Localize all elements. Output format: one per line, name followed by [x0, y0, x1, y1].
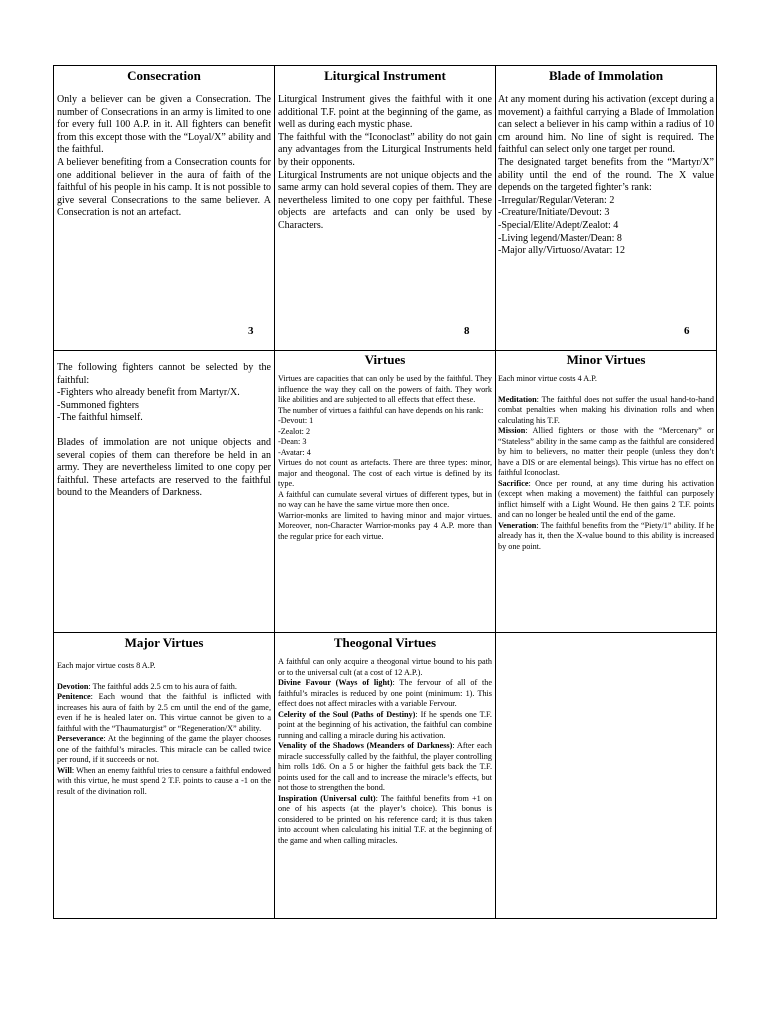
card-liturgical-instrument: [278, 68, 492, 348]
paragraph: Only a believer can be given a Consecration. The number of Consecrations in an army is limited to one for every full 100 A.P. in it. All fighters can benefit from this except those with the “Loyal/X” ability and the faithful.: [57, 94, 271, 156]
paragraph: Each major virtue costs 8 A.P.: [57, 661, 156, 670]
card-body: [57, 661, 271, 797]
card-grid: [53, 65, 717, 919]
paragraph: A believer benefiting from a Consecration counts for one additional believer in the aura of faith of the faithful of his people in his camp. It is not possible to give several Consecrations to the same believer. A Consecration is not an artefact.: [57, 156, 271, 219]
virtue-text: : The faithful does not suffer the usual hand-to-hand combat penalties when making his divination rolls and when calculating his T.F.: [498, 394, 714, 425]
card-title: Consecration: [127, 68, 201, 83]
virtue-entry: [498, 395, 714, 427]
rank-item: -Creature/Initiate/Devout: 3: [498, 207, 610, 219]
card-title: Minor Virtues: [566, 352, 646, 367]
virtue-entry: [498, 479, 714, 521]
card-title: Liturgical Instrument: [324, 68, 446, 83]
paragraph: Liturgical Instrument gives the faithful with it one additional T.F. point at the beginning of the game, as well as during each mystic phase.: [278, 94, 492, 131]
paragraph: Blades of immolation are not unique objects and several copies of them can therefore be held in an army. They are nevertheless limited to one copy per faithful. These artefacts are reserved to the faithful bound to the Meanders of Darkness.: [57, 436, 271, 499]
card-title: Major Virtues: [124, 635, 204, 650]
card-body: [278, 657, 492, 846]
paragraph: The faithful with the “Iconoclast” ability do not gain any advantages from the Liturgical Instruments held by their opponents.: [278, 131, 492, 168]
virtue-name: Penitence: [57, 692, 91, 701]
virtue-name: Perseverance: [57, 734, 104, 743]
card-number: 8: [464, 325, 470, 337]
paragraph: Virtues are capacities that can only be used by the faithful. They influence the way they call on the powers of faith. They work like abilities and are subjected to all effects that effect these.: [278, 374, 492, 404]
virtue-text: : After each miracle successfully called by the faithful, the player controlling him rolls 1d6. On a 5 or higher the faithful gets back the T.F. points used for the call and to increase the miracle’s effects, but not those to strengthen the bond.: [278, 741, 492, 792]
rank-item: -Major ally/Virtuoso/Avatar: 12: [498, 245, 625, 257]
card-title: Theogonal Virtues: [333, 635, 437, 650]
virtue-name: Mission: [498, 426, 526, 435]
card-number: 6: [684, 325, 690, 337]
paragraph: Liturgical Instruments are not unique objects and the same army can hold several copies of them. They are nevertheless limited to one copy per faithful. These objects are artefacts and can only be used by Characters.: [278, 169, 492, 231]
rank-item: -Irregular/Regular/Veteran: 2: [498, 194, 615, 206]
virtue-name: Devotion: [57, 681, 89, 691]
rank-item: -Devout: 1: [278, 416, 314, 425]
card-body: [278, 374, 492, 542]
card-number: 3: [248, 325, 254, 337]
card-consecration: [57, 68, 271, 348]
card-theogonal-virtues: [278, 635, 492, 917]
paragraph: A faithful can cumulate several virtues of different types, but in no way can he have the same virtue more then once.: [278, 489, 492, 509]
rank-item: -Avatar: 4: [278, 447, 311, 457]
card-title: Blade of Immolation: [548, 68, 664, 83]
row-divider: [54, 632, 716, 633]
list-item: -Fighters who already benefit from Martyr/X.: [57, 387, 240, 399]
rank-item: -Dean: 3: [278, 437, 307, 446]
virtue-text: : The faithful adds 2.5 cm to his aura of faith.: [88, 681, 237, 691]
card-body: [57, 362, 271, 500]
virtue-name: Sacrifice: [498, 478, 529, 488]
virtue-text: : If he spends one T.F. point at the beginning of his activation, the faithful can combine running and calling a miracle during his activation.: [278, 709, 492, 740]
paragraph: Each minor virtue costs 4 A.P.: [498, 374, 597, 383]
virtue-text: : The fervour of all of the faithful’s miracles is reduced by one point (minimum: 1). This effect does not affect miracles with a variable Fervour.: [278, 678, 492, 708]
virtue-name: Veneration: [498, 520, 537, 530]
virtue-name: Venality of the Shadows (Meanders of Darkness): [278, 741, 453, 750]
rank-item: -Special/Elite/Adept/Zealot: 4: [498, 219, 619, 231]
card-minor-virtues: [498, 352, 714, 630]
list-item: -The faithful himself.: [57, 412, 143, 424]
card-body: [57, 94, 271, 220]
column-divider: [495, 66, 496, 918]
card-body: [498, 94, 714, 258]
paragraph: The designated target benefits from the “Martyr/X” ability until the end of the round. The X value depends on the targeted fighter’s rank:: [498, 156, 714, 194]
virtue-entry: [57, 682, 271, 693]
virtue-name: Celerity of the Soul (Paths of Destiny): [278, 709, 416, 719]
virtue-name: Divine Favour (Ways of light): [278, 678, 393, 687]
virtue-name: Inspiration (Universal cult): [278, 793, 376, 803]
virtue-entry: [278, 678, 492, 710]
virtue-text: : The faithful benefits from +1 on one of his aspects (at the player’s choice). This bonus is considered to be printed on his reference card; it is thus taken into account when calculating his initial T.F. at the beginning of the game and when calling miracles.: [278, 793, 492, 845]
column-divider: [274, 66, 275, 918]
rank-item: -Zealot: 2: [278, 426, 311, 436]
virtue-name: Will: [57, 765, 72, 775]
virtue-text: : The faithful benefits from the “Piety/1” ability. If he already has it, then the X-value bound to this ability is increased by one point.: [498, 520, 714, 551]
card-body: [278, 94, 492, 233]
paragraph: A faithful can only acquire a theogonal virtue bound to his path or to the universal cult (at a cost of 12 A.P.).: [278, 657, 492, 677]
virtue-text: : Allied fighters or those with the “Mercenary” or “Stateless” ability in the same camp as the faithful are considered by him to believers, no matter their people (unless they don’t have a DIS or are elemental beings). This virtue has no effect on faithful Iconoclast.: [498, 426, 714, 477]
card-virtues: [278, 352, 492, 630]
virtue-entry: [498, 521, 714, 553]
virtue-text: : Once per round, at any time during his activation (except when making a movement) the faithful can purposely inflict himself with a Light Wound. He then gains 2 T.F. points and can no longer be healed until the end of the game.: [498, 478, 714, 519]
empty-card: [498, 635, 714, 917]
card-blade-continued: [57, 362, 271, 630]
paragraph: The following fighters cannot be selected by the faithful:: [57, 362, 271, 386]
card-blade-of-immolation: [498, 68, 714, 348]
virtue-entry: [278, 794, 492, 847]
paragraph: At any moment during his activation (except during a movement) a faithful carrying a Blade of Immolation can select a believer in his camp within a radius of 10 cm around him. No line of sight is required. The faithful can select only one target per round.: [498, 94, 714, 156]
virtue-entry: [498, 426, 714, 479]
virtue-text: : Each wound that the faithful is inflicted with increases his aura of faith by 2.5 cm until the end of the game, even if he is healed later on. This virtue cannot be given to a faithful with the “Thaumaturgist” or “Regeneration/X” ability.: [57, 692, 271, 733]
virtue-text: : When an enemy faithful tries to censure a faithful endowed with this virtue, he must spend 2 T.F. points to cause a -1 on the result of the divination roll.: [57, 765, 271, 796]
paragraph: The number of virtues a faithful can have depends on his rank:: [278, 405, 484, 415]
virtue-entry: [57, 692, 271, 734]
virtue-entry: [57, 766, 271, 798]
row-divider: [54, 350, 716, 351]
virtue-entry: [278, 741, 492, 794]
virtue-text: : At the beginning of the game the player chooses one of the faithful’s miracles. This miracle can be called twice per round, if it succeeds or not.: [57, 734, 271, 764]
virtue-entry: [57, 734, 271, 766]
card-title: Virtues: [364, 352, 406, 367]
card-body: [498, 374, 714, 552]
paragraph: Warrior-monks are limited to having minor and major virtues. Moreover, non-Character Warrior-monks pay 4 A.P. more than the regular price for each virtue.: [278, 510, 492, 541]
virtue-name: Meditation: [498, 394, 537, 404]
paragraph: Virtues do not count as artefacts. There are three types: minor, major and theogonal. The cost of each virtue is defined by its type.: [278, 458, 492, 488]
card-major-virtues: [57, 635, 271, 917]
rank-item: -Living legend/Master/Dean: 8: [498, 232, 622, 244]
list-item: -Summoned fighters: [57, 399, 139, 411]
virtue-entry: [278, 710, 492, 742]
